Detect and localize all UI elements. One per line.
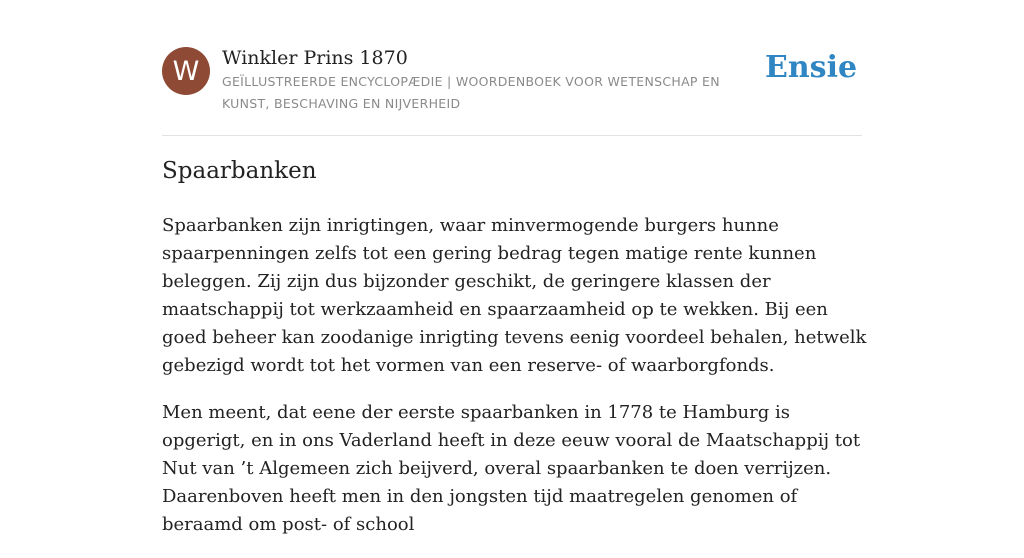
article-body bbox=[162, 212, 867, 558]
avatar-letter: W bbox=[172, 55, 200, 87]
article-headword: Spaarbanken bbox=[162, 158, 317, 184]
article-paragraph: Men meent, dat eene der eerste spaarbanken in 1778 te Hamburg is opgerigt, en in ons Vaderland heeft in deze eeuw vooral de Maatschappij tot Nut van ’t Algemeen zich beijverd, overal spaarbanken te doen verrijzen. Daarenboven heeft men in den jongsten tijd maatregelen genomen of beraamd om post- of school bbox=[162, 402, 861, 535]
divider bbox=[162, 135, 862, 136]
brand-logo[interactable]: Ensie bbox=[765, 50, 858, 85]
article-paragraph: Spaarbanken zijn inrigtingen, waar minvermogende burgers hunne spaarpenningen zelfs tot een gering bedrag tegen matige rente kunnen beleggen. Zij zijn dus bijzonder geschikt, de geringere klassen der maatschappij tot werkzaamheid en spaarzaamheid op te wekken. Bij een goed beheer kan zoodanige inrigting tevens eenig voordeel behalen, hetwelk gebezigd wordt tot het vormen van een reserve- of waarborgfonds. bbox=[162, 215, 867, 376]
avatar[interactable] bbox=[162, 47, 210, 95]
source-meta bbox=[222, 45, 752, 115]
source-subtitle: GEÏLLUSTREERDE ENCYCLOPÆDIE | WOORDENBOEK VOOR WETENSCHAP EN KUNST, BESCHAVING EN NIJVERHEID bbox=[222, 74, 720, 111]
source-title[interactable]: Winkler Prins 1870 bbox=[222, 47, 408, 69]
